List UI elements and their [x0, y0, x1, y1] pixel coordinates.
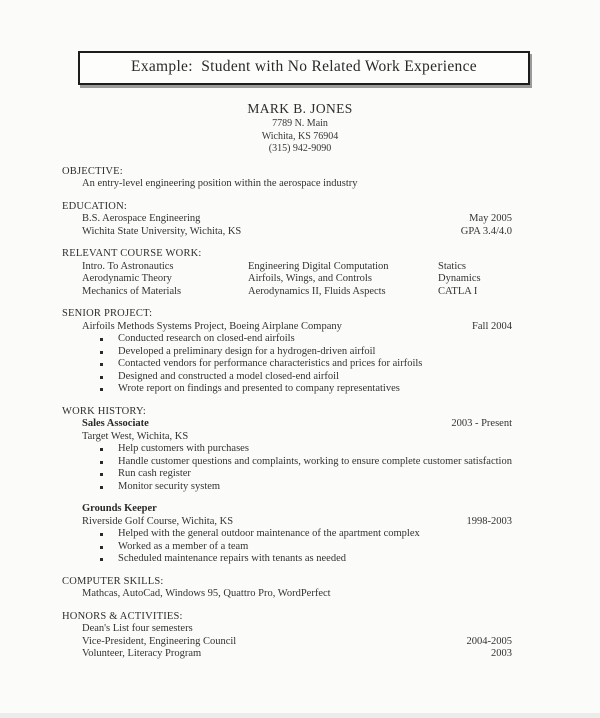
course: Mechanics of Materials: [82, 285, 182, 297]
bullet-square-icon: [100, 533, 103, 536]
graduation-date: May 2005: [469, 213, 512, 224]
candidate-name: MARK B. JONES: [247, 101, 353, 116]
resume-body: [62, 166, 512, 661]
course: Airfoils, Wings, and Controls: [248, 273, 372, 284]
course: Dynamics: [438, 273, 481, 284]
bullet-item: Wrote report on findings and presented to company representatives: [82, 383, 512, 396]
education-row: [82, 213, 512, 226]
job-employer: Riverside Golf Course, Wichita, KS: [82, 515, 234, 527]
resume-header: [0, 100, 600, 156]
section-objective: [62, 166, 512, 191]
coursework-grid: [82, 261, 512, 299]
job-date: 2003 - Present: [451, 418, 512, 429]
section-computer-skills: [62, 576, 512, 601]
honor-title: Vice-President, Engineering Council: [82, 635, 237, 647]
course: CATLA I: [438, 285, 478, 297]
course: Intro. To Astronautics: [82, 260, 174, 272]
banner-box: [78, 51, 530, 85]
bullet-square-icon: [100, 388, 103, 391]
course: Statics: [438, 260, 466, 272]
honors-heading: HONORS & ACTIVITIES:: [62, 610, 183, 622]
job-date: 1998-2003: [466, 515, 512, 527]
bullet-item: Monitor security system: [82, 481, 512, 494]
job-employer: Target West, Wichita, KS: [82, 430, 189, 442]
gpa: GPA 3.4/4.0: [460, 225, 512, 237]
course: Engineering Digital Computation: [248, 260, 389, 272]
address-line-2: Wichita, KS 76904: [261, 130, 339, 142]
job-title: Grounds Keeper: [82, 503, 157, 514]
bullet-item: Scheduled maintenance repairs with tenants as needed: [82, 553, 512, 566]
bullet-square-icon: [100, 461, 103, 464]
job-employer-row: [82, 516, 512, 529]
honors-row: [82, 636, 512, 649]
computer-skills-text: Mathcas, AutoCad, Windows 95, Quattro Pro, WordPerfect: [82, 588, 331, 599]
bullet-square-icon: [100, 351, 103, 354]
scan-bottom-edge: [0, 713, 600, 718]
coursework-heading: RELEVANT COURSE WORK:: [62, 248, 202, 259]
bullet-item: Help customers with purchases: [82, 443, 512, 456]
bullet-item: Run cash register: [82, 468, 512, 481]
honor-date: 2003: [491, 648, 512, 659]
school: Wichita State University, Wichita, KS: [82, 225, 242, 237]
honors-row: Dean's List four semesters: [82, 623, 193, 634]
job-title: Sales Associate: [82, 418, 149, 429]
senior-project-title-row: [82, 321, 512, 334]
bullet-item: Worked as a member of a team: [82, 541, 512, 554]
course: Aerodynamics II, Fluids Aspects: [248, 285, 386, 297]
bullet-square-icon: [100, 338, 103, 341]
honors-row: [82, 648, 512, 661]
honor-title: Volunteer, Literacy Program: [82, 648, 202, 659]
section-honors: [62, 611, 512, 661]
bullet-square-icon: [100, 558, 103, 561]
bullet-item: Helped with the general outdoor maintenance of the apartment complex: [82, 528, 512, 541]
bullet-square-icon: [100, 363, 103, 366]
phone-number: (315) 942-9090: [268, 143, 332, 154]
course: Aerodynamic Theory: [82, 273, 172, 284]
job-title-row: [82, 418, 512, 431]
job-title-row: [82, 503, 512, 516]
banner-title: Example: Student with No Related Work Experience: [131, 58, 477, 75]
objective-heading: OBJECTIVE:: [62, 165, 123, 177]
work-history-heading: WORK HISTORY:: [62, 405, 146, 417]
bullet-item: Designed and constructed a model closed-end airfoil: [82, 371, 512, 384]
computer-skills-heading: COMPUTER SKILLS:: [62, 575, 164, 587]
bullet-item: Handle customer questions and complaints, working to ensure complete customer satisfaction: [82, 456, 512, 469]
bullet-square-icon: [100, 376, 103, 379]
section-senior-project: [62, 308, 512, 396]
bullet-square-icon: [100, 546, 103, 549]
project-date: Fall 2004: [472, 320, 512, 332]
objective-text: An entry-level engineering position within the aerospace industry: [82, 178, 358, 189]
bullet-item: Conducted research on closed-end airfoils: [82, 333, 512, 346]
education-row: [82, 226, 512, 239]
section-work-history: [62, 406, 512, 566]
section-education: [62, 201, 512, 239]
bullet-square-icon: [100, 448, 103, 451]
education-heading: EDUCATION:: [62, 200, 127, 212]
section-coursework: [62, 248, 512, 298]
senior-project-heading: SENIOR PROJECT:: [62, 308, 153, 319]
degree: B.S. Aerospace Engineering: [82, 213, 201, 224]
project-title: Airfoils Methods Systems Project, Boeing Airplane Company: [82, 320, 342, 332]
bullet-item: Developed a preliminary design for a hydrogen-driven airfoil: [82, 346, 512, 359]
address-line-1: 7789 N. Main: [272, 118, 328, 129]
honor-date: 2004-2005: [466, 635, 512, 647]
bullet-item: Contacted vendors for performance characteristics and prices for airfoils: [82, 358, 512, 371]
bullet-square-icon: [100, 486, 103, 489]
bullet-square-icon: [100, 473, 103, 476]
